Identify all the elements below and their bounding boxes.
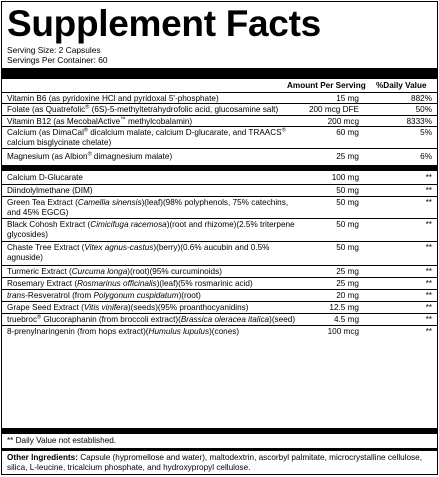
table-row <box>2 218 437 241</box>
ingredient-name: trans-Resveratrol (from Polygonum cuspidatum)(root) <box>7 291 201 300</box>
ingredient-name: Vitamin B6 (as pyridoxine HCl and pyridoxal 5'-phosphate) <box>7 94 219 103</box>
table-row <box>2 184 437 196</box>
ingredient-name: truebroc® Glucoraphanin (from broccoli extract)(Brassica oleracea italica)(seed) <box>7 314 296 324</box>
table-row <box>2 92 437 103</box>
daily-value: ** <box>425 279 432 288</box>
page-title: Supplement Facts <box>7 3 321 44</box>
table-row <box>2 265 437 277</box>
table-row <box>2 196 437 218</box>
daily-value: 6% <box>420 152 432 161</box>
amount: 25 mg <box>336 152 359 161</box>
daily-value: ** <box>425 327 432 336</box>
ingredient-name: Vitamin B12 (as MecobalActive™ methylcobalamin) <box>7 116 193 126</box>
daily-value: ** <box>425 220 432 229</box>
ingredient-name: Black Cohosh Extract (Cimicifuga racemosa)(root and rhizome)(2.5% triterpene glycosides) <box>7 220 295 239</box>
amount: 50 mg <box>336 186 359 195</box>
table-row <box>2 313 437 325</box>
amount: 12.5 mg <box>329 303 359 312</box>
daily-value: ** <box>425 267 432 276</box>
amount-header: Amount Per Serving <box>287 81 366 90</box>
table-row <box>2 241 437 265</box>
daily-value-footnote: ** Daily Value not established. <box>7 436 117 445</box>
ingredient-name: Turmeric Extract (Curcuma longa)(root)(95% curcuminoids) <box>7 267 222 276</box>
supplement-facts-label <box>1 1 438 475</box>
ingredient-name: Rosemary Extract (Rosmarinus officinalis)(leaf)(5% rosmarinic acid) <box>7 279 253 288</box>
amount: 20 mg <box>336 291 359 300</box>
daily-value: ** <box>425 198 432 207</box>
section-divider <box>2 428 437 434</box>
servings-per-container: Servings Per Container: 60 <box>7 55 108 65</box>
amount: 200 mcg DFE <box>308 105 359 114</box>
other-ingredients-label: Other Ingredients: <box>7 453 78 462</box>
other-ingredient-rows <box>2 171 437 337</box>
column-header <box>2 79 437 92</box>
daily-value: 50% <box>415 105 432 114</box>
ingredient-name: Grape Seed Extract (Vitis vinifera)(seeds)(95% proanthocyanidins) <box>7 303 249 312</box>
table-row <box>2 301 437 313</box>
daily-value: ** <box>425 303 432 312</box>
daily-value: ** <box>425 173 432 182</box>
amount: 25 mg <box>336 267 359 276</box>
other-ingredients-text: Capsule (hypromellose and water), maltodextrin, ascorbyl palmitate, microcrystalline cellulose, silica, L-leucine, tricalcium phosphate, and hydroxypropyl cellulose. <box>7 453 422 472</box>
daily-value-header: %Daily Value <box>376 81 427 90</box>
ingredient-name: Chaste Tree Extract (Vitex agnus-castus)(berry)(0.6% aucubin and 0.5% agnuside) <box>7 243 270 262</box>
amount: 4.5 mg <box>333 315 359 324</box>
ingredient-name: 8-prenylnaringenin (from hops extract)(Humulus lupulus)(cones) <box>7 327 240 336</box>
ingredient-name: Diindolylmethane (DIM) <box>7 186 93 195</box>
footer-divider <box>2 448 437 451</box>
amount: 100 mg <box>331 173 359 182</box>
daily-value: ** <box>425 243 432 252</box>
ingredient-name: Calcium D-Glucarate <box>7 173 83 182</box>
ingredient-name: Magnesium (as Albion® dimagnesium malate) <box>7 151 173 161</box>
table-row <box>2 115 437 126</box>
other-ingredients <box>7 453 432 473</box>
serving-size: Serving Size: 2 Capsules <box>7 45 101 55</box>
amount: 50 mg <box>336 220 359 229</box>
vitamin-rows <box>2 92 437 165</box>
thick-divider <box>2 68 437 79</box>
amount: 15 mg <box>336 94 359 103</box>
daily-value: ** <box>425 315 432 324</box>
ingredient-name: Calcium (as DimaCal® dicalcium malate, calcium D-glucarate, and TRAACS® calcium bisglycinate chelate) <box>7 127 286 147</box>
ingredient-name: Folate (as Quatrefolic® (6S)-5-methyltetrahydrofolic acid, glucosamine salt) <box>7 104 279 114</box>
daily-value: 8333% <box>406 117 432 126</box>
amount: 100 mcg <box>327 327 359 336</box>
table-row <box>2 171 437 184</box>
daily-value: 5% <box>420 128 432 137</box>
daily-value: ** <box>425 291 432 300</box>
table-row <box>2 126 437 148</box>
amount: 50 mg <box>336 243 359 252</box>
amount: 60 mg <box>336 128 359 137</box>
amount: 200 mcg <box>327 117 359 126</box>
daily-value: 882% <box>411 94 432 103</box>
ingredient-name: Green Tea Extract (Camellia sinensis)(leaf)(98% polyphenols, 75% catechins, and 45% EGCG) <box>7 198 289 217</box>
amount: 50 mg <box>336 198 359 207</box>
table-row <box>2 289 437 301</box>
table-row <box>2 103 437 115</box>
daily-value: ** <box>425 186 432 195</box>
table-row <box>2 325 437 337</box>
table-row <box>2 277 437 289</box>
table-row <box>2 148 437 165</box>
amount: 25 mg <box>336 279 359 288</box>
